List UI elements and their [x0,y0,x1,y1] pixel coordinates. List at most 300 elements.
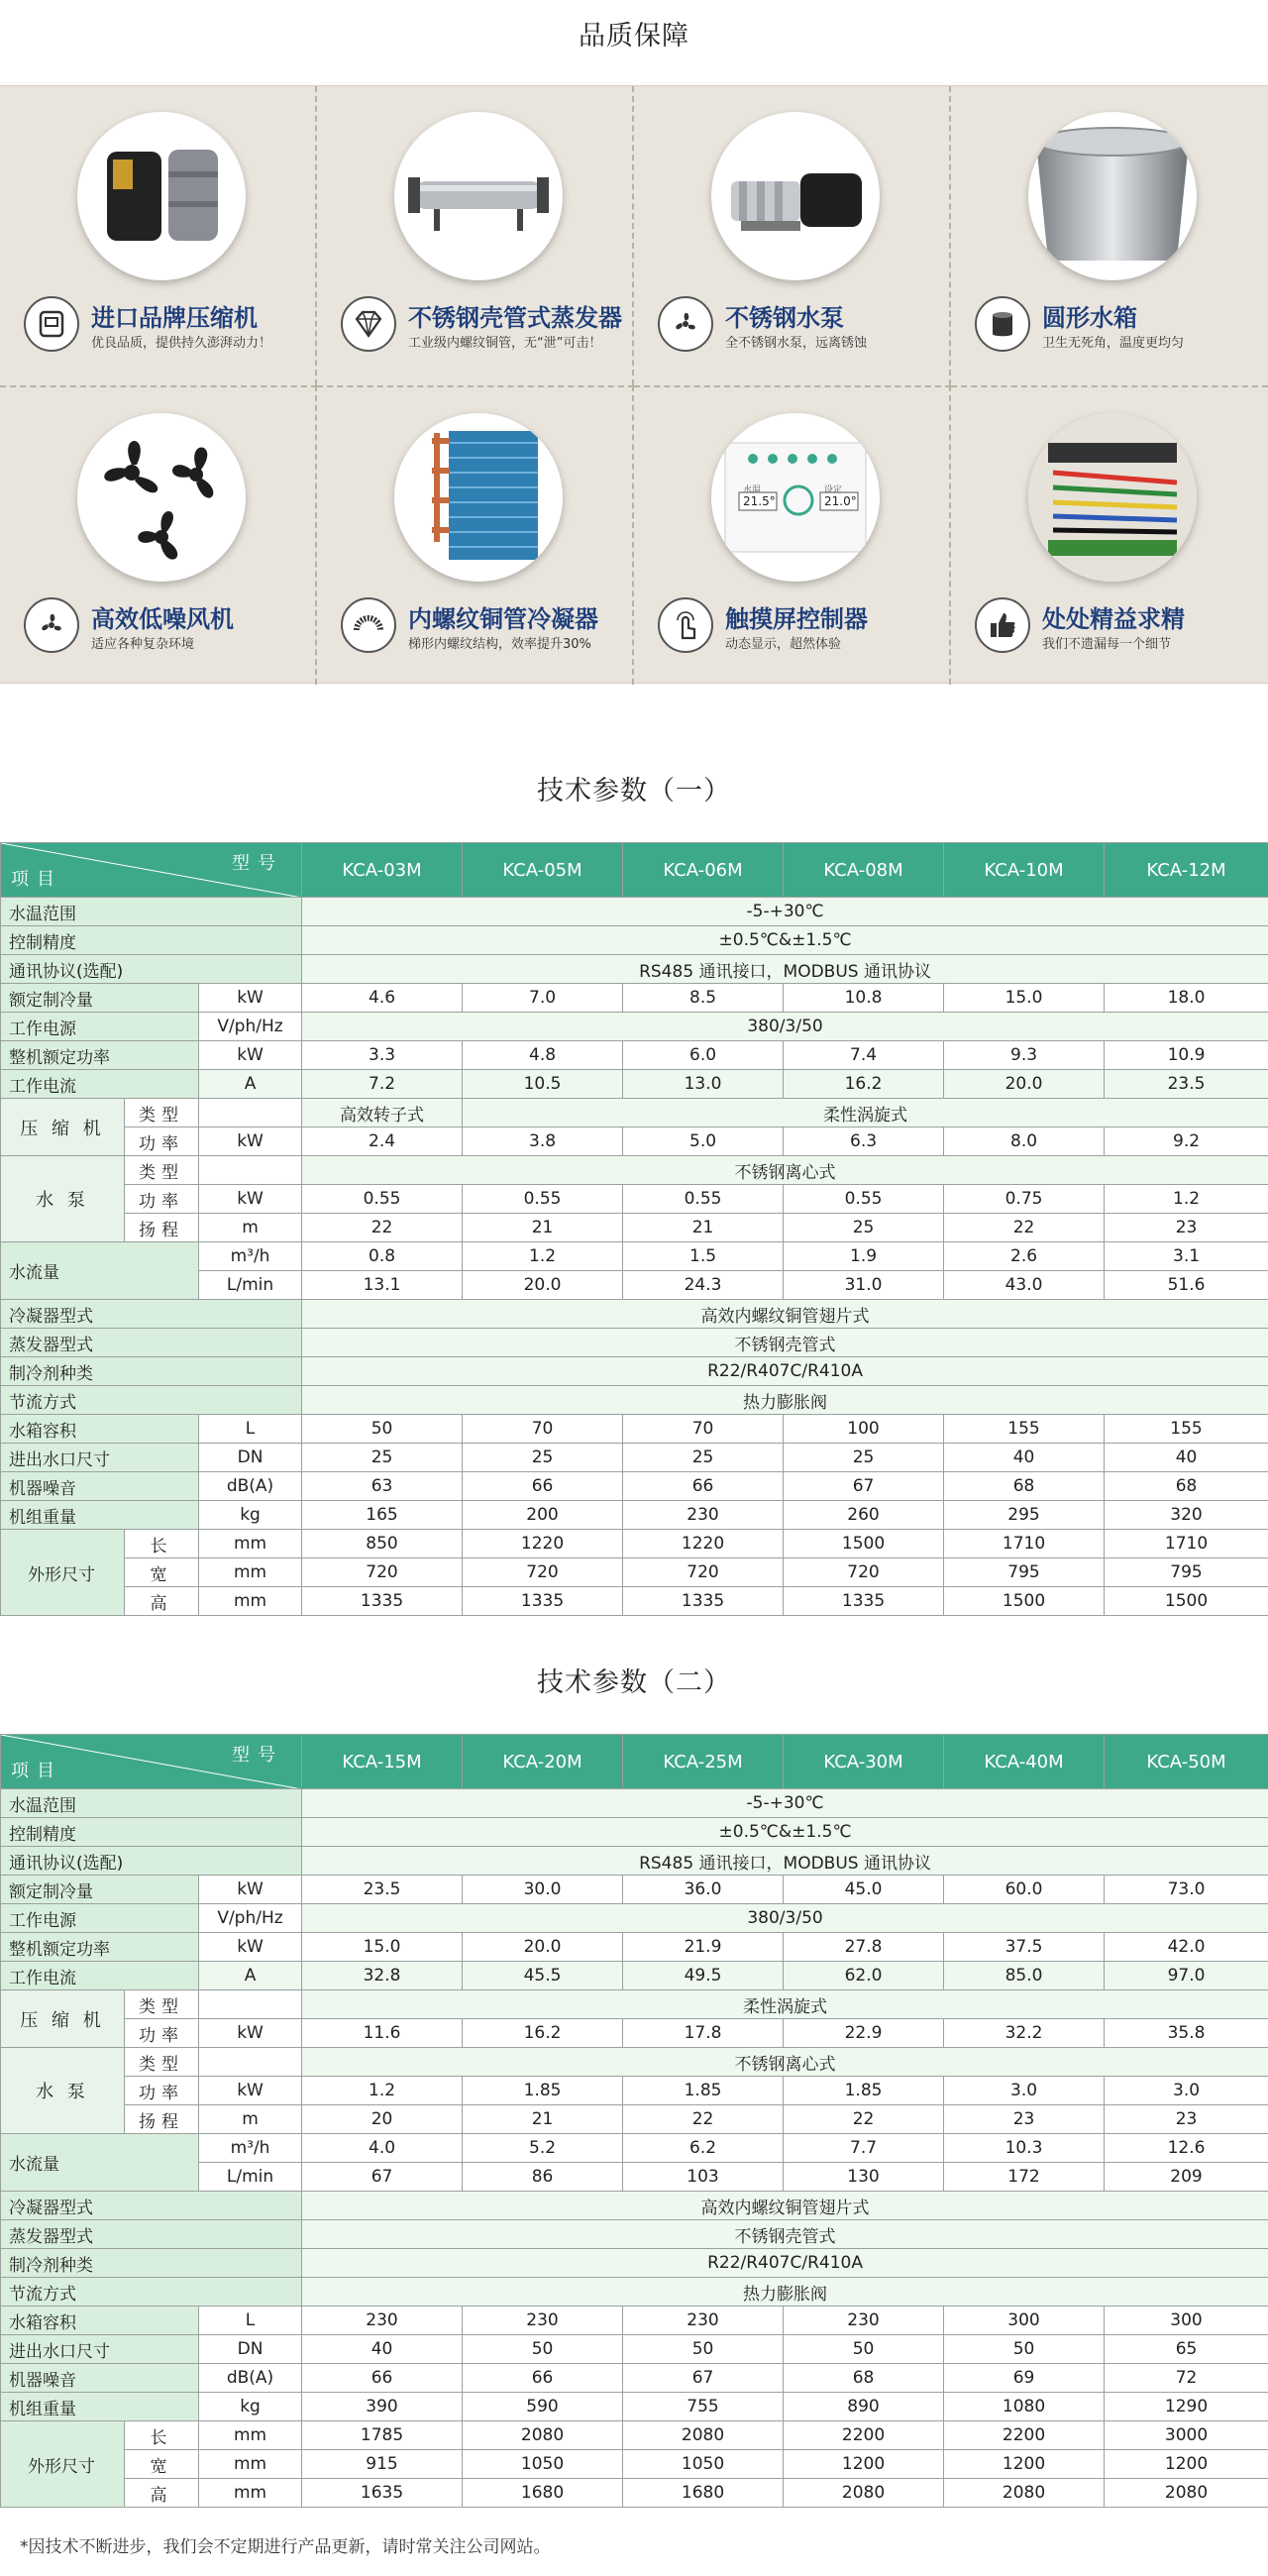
table-cell: 4.8 [463,1041,623,1070]
table-cell: 155 [1105,1415,1268,1444]
spec-table-1 [0,842,1268,1616]
table-cell: 50 [784,2335,944,2364]
group-label: 压 缩 机 [1,1099,125,1156]
quality-item-desc: 我们不遗漏每一个细节 [1042,637,1172,652]
table-cell: 2.4 [302,1127,463,1156]
table-cell: 30.0 [463,1876,623,1904]
table-corner-header [1,843,302,898]
unit-cell: kW [199,1041,302,1070]
table-cell: 0.55 [623,1185,784,1214]
quality-item-fan [0,385,317,685]
quality-item-name: 圆形水箱 [1042,304,1137,332]
quality-item-name: 高效低噪风机 [91,605,234,633]
table-cell: 97.0 [1105,1962,1268,1990]
table-cell: 2080 [623,2421,784,2450]
quality-item-detail [951,385,1268,685]
unit-cell: L/min [199,2163,302,2192]
corner-item-label: 项目 [11,869,62,890]
table-cell: 3.1 [1105,1242,1268,1271]
row-label: 额定制冷量 [1,1876,199,1904]
row-label: 水流量 [1,2134,199,2192]
row-label: 整机额定功率 [1,1041,199,1070]
table-cell: 86 [463,2163,623,2192]
table-cell: 69 [944,2364,1105,2393]
table-cell: 0.55 [784,1185,944,1214]
table-cell: 15.0 [944,984,1105,1013]
quality-item-name: 不锈钢壳管式蒸发器 [408,304,622,332]
table-cell: 49.5 [623,1962,784,1990]
table-cell: 0.8 [302,1242,463,1271]
table-cell: 50 [944,2335,1105,2364]
table-cell: 1290 [1105,2393,1268,2421]
table-cell: 不锈钢壳管式 [302,1329,1268,1357]
row-label: 通讯协议(选配) [1,955,302,984]
table-cell: 1785 [302,2421,463,2450]
unit-cell: mm [199,1587,302,1616]
table-cell: 1200 [1105,2450,1268,2479]
model-header: KCA-25M [623,1735,784,1789]
table-cell: 不锈钢离心式 [302,1156,1268,1185]
table-cell: 2080 [944,2479,1105,2508]
table-cell: 37.5 [944,1933,1105,1962]
table-cell: 1200 [944,2450,1105,2479]
row-label: 制冷剂种类 [1,2249,302,2278]
table-cell: 165 [302,1501,463,1530]
table-cell: 22 [623,2105,784,2134]
table-cell: 390 [302,2393,463,2421]
unit-cell: mm [199,1558,302,1587]
row-label: 控制精度 [1,1818,302,1847]
table-cell: 35.8 [1105,2019,1268,2048]
table-cell: 11.6 [302,2019,463,2048]
table-cell: 230 [302,2307,463,2335]
unit-cell: V/ph/Hz [199,1013,302,1041]
quality-item-name: 进口品牌压缩机 [91,304,258,332]
unit-cell: m³/h [199,2134,302,2163]
table-cell: 45.0 [784,1876,944,1904]
table-cell: 1710 [944,1530,1105,1558]
table-cell: 6.0 [623,1041,784,1070]
unit-cell: dB(A) [199,1472,302,1501]
unit-cell: mm [199,2450,302,2479]
unit-cell: kg [199,1501,302,1530]
wiring-photo [1028,413,1197,582]
table-cell: 21 [623,1214,784,1242]
sub-label: 长 [125,2421,199,2450]
unit-cell: m³/h [199,1242,302,1271]
diamond-icon [341,296,396,352]
table-cell: 2200 [944,2421,1105,2450]
table-cell: 795 [1105,1558,1268,1587]
table-cell: 3.3 [302,1041,463,1070]
table-cell: 1050 [623,2450,784,2479]
unit-cell [199,1099,302,1127]
table-cell: 4.0 [302,2134,463,2163]
table-cell: 2080 [463,2421,623,2450]
table-cell: 1335 [302,1587,463,1616]
table-cell: 590 [463,2393,623,2421]
table-cell: 200 [463,1501,623,1530]
table-cell: 320 [1105,1501,1268,1530]
table-cell: 1710 [1105,1530,1268,1558]
unit-cell: mm [199,2421,302,2450]
unit-cell: V/ph/Hz [199,1904,302,1933]
model-header: KCA-30M [784,1735,944,1789]
thumbs-up-icon [975,597,1030,653]
quality-item-desc: 适应各种复杂环境 [91,637,195,652]
table-cell: 31.0 [784,1271,944,1300]
row-label: 外形尺寸 [1,2421,125,2508]
row-label: 水箱容积 [1,1415,199,1444]
table-cell: 1080 [944,2393,1105,2421]
tank-icon [975,296,1030,352]
table-cell: 热力膨胀阀 [302,1386,1268,1415]
table-cell: 380/3/50 [302,1013,1268,1041]
table-cell: 6.2 [623,2134,784,2163]
table-cell: 17.8 [623,2019,784,2048]
table-cell: 1.2 [1105,1185,1268,1214]
table-cell: 1.9 [784,1242,944,1271]
compressor-icon [24,296,79,352]
table-cell: 65 [1105,2335,1268,2364]
table-cell: 68 [784,2364,944,2393]
group-label: 水 泵 [1,1156,125,1242]
row-label: 工作电流 [1,1962,199,1990]
table-cell: 8.0 [944,1127,1105,1156]
table-cell: 7.4 [784,1041,944,1070]
table-cell: 1500 [784,1530,944,1558]
table-corner-header [1,1735,302,1789]
table-cell: 柔性涡旋式 [463,1099,1268,1127]
table-cell: 295 [944,1501,1105,1530]
quality-grid [0,85,1268,684]
table-cell: 1680 [623,2479,784,2508]
table-cell: 43.0 [944,1271,1105,1300]
table-cell: 40 [1105,1444,1268,1472]
sub-label: 扬程 [125,1214,199,1242]
row-label: 额定制冷量 [1,984,199,1013]
table-cell: 915 [302,2450,463,2479]
table-cell: 20.0 [463,1933,623,1962]
quality-item-compressor [0,86,317,385]
unit-cell: mm [199,2479,302,2508]
model-header: KCA-05M [463,843,623,898]
coil-icon [341,597,396,653]
row-label: 水温范围 [1,898,302,926]
table-cell: 755 [623,2393,784,2421]
table-cell: 0.75 [944,1185,1105,1214]
unit-cell: kW [199,1876,302,1904]
table-cell: 23 [944,2105,1105,2134]
table-cell: 1335 [623,1587,784,1616]
row-label: 工作电源 [1,1904,199,1933]
table-cell: 72 [1105,2364,1268,2393]
model-header: KCA-03M [302,843,463,898]
table-cell: 66 [302,2364,463,2393]
table2-title: 技术参数（二） [537,1667,731,1698]
table-cell: 1050 [463,2450,623,2479]
unit-cell [199,1990,302,2019]
table-cell: 1500 [944,1587,1105,1616]
table-cell: 15.0 [302,1933,463,1962]
sub-label: 宽 [125,1558,199,1587]
unit-cell: L [199,2307,302,2335]
unit-cell: L/min [199,1271,302,1300]
table-cell: 50 [623,2335,784,2364]
corner-model-label: 型号 [232,853,284,874]
fan-icon [24,597,79,653]
table-cell: 10.3 [944,2134,1105,2163]
model-header: KCA-20M [463,1735,623,1789]
pump-photo [711,112,880,280]
table-cell: 1635 [302,2479,463,2508]
table-cell: 1500 [1105,1587,1268,1616]
table-cell: 23.5 [1105,1070,1268,1099]
table-cell: 230 [623,1501,784,1530]
quality-item-desc: 卫生无死角，温度更均匀 [1042,336,1185,351]
table-cell: 23.5 [302,1876,463,1904]
table-cell: 10.5 [463,1070,623,1099]
row-label: 通讯协议(选配) [1,1847,302,1876]
table-cell: 1.2 [302,2077,463,2105]
table-cell: 1.2 [463,1242,623,1271]
fan-photo [77,413,246,582]
row-label: 水箱容积 [1,2307,199,2335]
table-cell: 720 [302,1558,463,1587]
quality-item-name: 处处精益求精 [1042,605,1185,633]
sub-label: 类型 [125,1099,199,1127]
table-cell: 2080 [1105,2479,1268,2508]
table-cell: 795 [944,1558,1105,1587]
quality-item-tank [951,86,1268,385]
table-cell: 7.7 [784,2134,944,2163]
row-label: 制冷剂种类 [1,1357,302,1386]
table-cell: 27.8 [784,1933,944,1962]
table-cell: RS485 通讯接口，MODBUS 通讯协议 [302,955,1268,984]
table-cell: 40 [944,1444,1105,1472]
unit-cell: kW [199,2077,302,2105]
table-cell: 300 [1105,2307,1268,2335]
table-cell: 230 [463,2307,623,2335]
table-cell: 22 [302,1214,463,1242]
table-cell: 8.5 [623,984,784,1013]
row-label: 冷凝器型式 [1,2192,302,2220]
sub-label: 高 [125,2479,199,2508]
corner-model-label: 型号 [232,1745,284,1766]
unit-cell: kW [199,1127,302,1156]
table-cell: 32.2 [944,2019,1105,2048]
table-cell: 柔性涡旋式 [302,1990,1268,2019]
unit-cell: kW [199,1933,302,1962]
table-cell: 24.3 [623,1271,784,1300]
sub-label: 高 [125,1587,199,1616]
table-cell: 1335 [784,1587,944,1616]
table-cell: 5.0 [623,1127,784,1156]
table-cell: 18.0 [1105,984,1268,1013]
quality-item-desc: 梯形内螺纹结构，效率提升30% [408,637,591,652]
fan-icon [658,296,713,352]
table-cell: 68 [944,1472,1105,1501]
row-label: 节流方式 [1,1386,302,1415]
sub-label: 功率 [125,1127,199,1156]
table-cell: 25 [302,1444,463,1472]
table-cell: 103 [623,2163,784,2192]
table-cell: 热力膨胀阀 [302,2278,1268,2307]
sub-label: 功率 [125,2077,199,2105]
table-cell: 高效内螺纹铜管翅片式 [302,1300,1268,1329]
table-cell: R22/R407C/R410A [302,1357,1268,1386]
model-header: KCA-15M [302,1735,463,1789]
table-cell: 21.9 [623,1933,784,1962]
row-label: 整机额定功率 [1,1933,199,1962]
table-cell: ±0.5℃&±1.5℃ [302,926,1268,955]
tank-photo [1028,112,1197,280]
table-cell: 16.2 [463,2019,623,2048]
table-cell: 3000 [1105,2421,1268,2450]
table-cell: 9.2 [1105,1127,1268,1156]
unit-cell: kg [199,2393,302,2421]
table-cell: 4.6 [302,984,463,1013]
quality-item-controller [634,385,951,685]
table-cell: 1.85 [623,2077,784,2105]
row-label: 机组重量 [1,2393,199,2421]
table-cell: 63 [302,1472,463,1501]
table-cell: 51.6 [1105,1271,1268,1300]
table-cell: 21 [463,1214,623,1242]
row-label: 节流方式 [1,2278,302,2307]
table-cell: 380/3/50 [302,1904,1268,1933]
table-cell: 100 [784,1415,944,1444]
table-cell: 12.6 [1105,2134,1268,2163]
sub-label: 宽 [125,2450,199,2479]
table-cell: 850 [302,1530,463,1558]
table-cell: R22/R407C/R410A [302,2249,1268,2278]
unit-cell: dB(A) [199,2364,302,2393]
table-cell: 0.55 [302,1185,463,1214]
table-cell: 22.9 [784,2019,944,2048]
row-label: 冷凝器型式 [1,1300,302,1329]
quality-item-desc: 动态显示，超然体验 [725,637,842,652]
quality-item-desc: 优良品质，提供持久澎湃动力！ [91,336,272,351]
evaporator-photo [394,112,563,280]
table-cell: 10.9 [1105,1041,1268,1070]
table-cell: 67 [784,1472,944,1501]
table-cell: 720 [623,1558,784,1587]
table-cell: 9.3 [944,1041,1105,1070]
table-cell: -5-+30℃ [302,898,1268,926]
table-cell: 60.0 [944,1876,1105,1904]
table-cell: 67 [302,2163,463,2192]
table-cell: 20.0 [944,1070,1105,1099]
group-label: 水 泵 [1,2048,125,2134]
condenser-photo [394,413,563,582]
table-cell: 22 [944,1214,1105,1242]
unit-cell: m [199,2105,302,2134]
quality-item-desc: 全不锈钢水泵，远离锈蚀 [725,336,868,351]
table-cell: 2.6 [944,1242,1105,1271]
table-cell: 172 [944,2163,1105,2192]
controller-right-value: 21.0° [824,494,857,508]
table-cell: 1220 [463,1530,623,1558]
table-cell: 50 [302,1415,463,1444]
table-cell: 22 [784,2105,944,2134]
table1-title: 技术参数（一） [537,776,731,806]
table-cell: 1.85 [784,2077,944,2105]
group-label: 压 缩 机 [1,1990,125,2048]
table-cell: 不锈钢离心式 [302,2048,1268,2077]
table-cell: 230 [623,2307,784,2335]
row-label: 进出水口尺寸 [1,1444,199,1472]
row-label: 机器噪音 [1,2364,199,2393]
table-cell: RS485 通讯接口，MODBUS 通讯协议 [302,1847,1268,1876]
table-cell: 720 [784,1558,944,1587]
table-cell: 73.0 [1105,1876,1268,1904]
table-cell: 1.5 [623,1242,784,1271]
table-cell: 10.8 [784,984,944,1013]
row-label: 控制精度 [1,926,302,955]
table-cell: 25 [463,1444,623,1472]
table-cell: 68 [1105,1472,1268,1501]
table-cell: 25 [623,1444,784,1472]
unit-cell: m [199,1214,302,1242]
row-label: 进出水口尺寸 [1,2335,199,2364]
sub-label: 功率 [125,2019,199,2048]
sub-label: 类型 [125,1156,199,1185]
quality-item-name: 触摸屏控制器 [725,605,868,633]
table-cell: 0.55 [463,1185,623,1214]
model-header: KCA-12M [1105,843,1268,898]
unit-cell [199,2048,302,2077]
row-label: 工作电流 [1,1070,199,1099]
table-cell: 不锈钢壳管式 [302,2220,1268,2249]
unit-cell: kW [199,2019,302,2048]
table-cell: 85.0 [944,1962,1105,1990]
sub-label: 功率 [125,1185,199,1214]
controller-left-value: 21.5° [743,494,776,508]
unit-cell: DN [199,2335,302,2364]
table-cell: 42.0 [1105,1933,1268,1962]
quality-item-desc: 工业级内螺纹铜管，无“泄”可击！ [408,336,602,351]
table-cell: 7.2 [302,1070,463,1099]
table-cell: 890 [784,2393,944,2421]
table-cell: 1.85 [463,2077,623,2105]
table-cell: 130 [784,2163,944,2192]
table-cell: 66 [463,2364,623,2393]
touch-icon [658,597,713,653]
sub-label: 扬程 [125,2105,199,2134]
model-header: KCA-08M [784,843,944,898]
unit-cell: mm [199,1530,302,1558]
table-cell: ±0.5℃&±1.5℃ [302,1818,1268,1847]
table-cell: 5.2 [463,2134,623,2163]
unit-cell: A [199,1962,302,1990]
row-label: 工作电源 [1,1013,199,1041]
quality-item-name: 内螺纹铜管冷凝器 [408,605,598,633]
table-cell: 45.5 [463,1962,623,1990]
table-cell: -5-+30℃ [302,1789,1268,1818]
table-cell: 25 [784,1444,944,1472]
table-cell: 13.1 [302,1271,463,1300]
unit-cell [199,1156,302,1185]
table-cell: 66 [463,1472,623,1501]
compressor-photo [77,112,246,280]
quality-item-condenser [317,385,634,685]
table-cell: 1220 [623,1530,784,1558]
table-cell: 300 [944,2307,1105,2335]
table-cell: 32.8 [302,1962,463,1990]
table-cell: 155 [944,1415,1105,1444]
controller-right-label: 设定 [824,485,843,495]
